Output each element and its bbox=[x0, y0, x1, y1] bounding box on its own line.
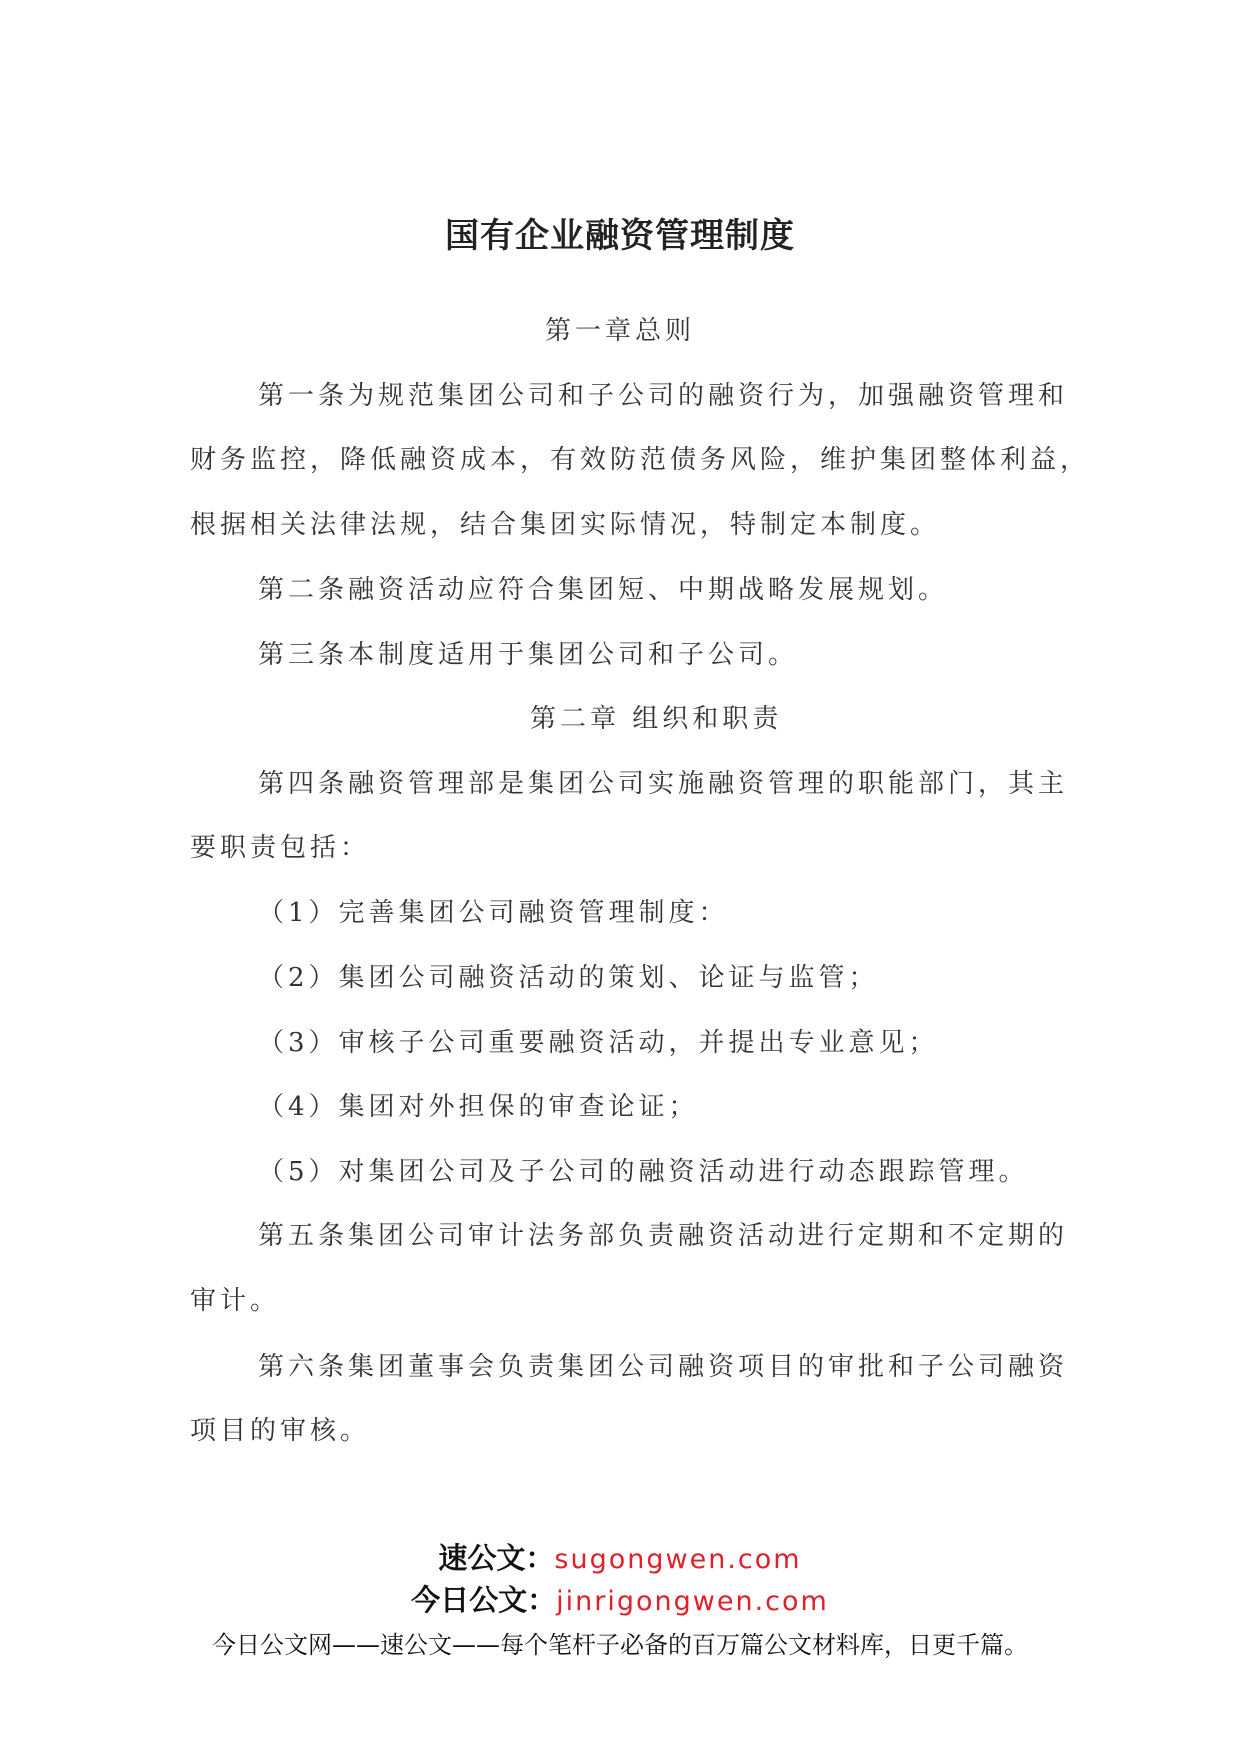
document-title: 国有企业融资管理制度 bbox=[445, 216, 795, 256]
article-6-line-2: 项目的审核。 bbox=[190, 1416, 371, 1446]
article-5-line-1: 第五条集团公司审计法务部负责融资活动进行定期和不定期的 bbox=[258, 1221, 1069, 1251]
footer-slogan: 今日公文网——速公文——每个笔杆子必备的百万篇公文材料库，日更千篇。 bbox=[212, 1631, 1028, 1659]
article-1-line-3: 根据相关法律法规，结合集团实际情况，特制定本制度。 bbox=[190, 510, 941, 540]
article-1-line-2: 财务监控，降低融资成本，有效防范债务风险，维护集团整体利益， bbox=[190, 445, 1091, 475]
footer-label-jinrigongwen: 今日公文： bbox=[411, 1583, 557, 1617]
article-1-line-1: 第一条为规范集团公司和子公司的融资行为，加强融资管理和 bbox=[258, 381, 1069, 411]
list-item-2: （2）集团公司融资活动的策划、论证与监管； bbox=[258, 963, 879, 993]
list-item-3: （3）审核子公司重要融资活动，并提出专业意见； bbox=[258, 1028, 939, 1058]
article-4-line-1: 第四条融资管理部是集团公司实施融资管理的职能部门，其主 bbox=[258, 769, 1069, 799]
chapter-1-heading: 第一章总则 bbox=[544, 316, 695, 346]
footer-link-jinrigongwen[interactable]: jinrigongwen.com bbox=[556, 1586, 829, 1617]
article-4-line-2: 要职责包括： bbox=[190, 833, 371, 863]
chapter-2-heading: 第二章 组织和职责 bbox=[530, 704, 783, 734]
article-3: 第三条本制度适用于集团公司和子公司。 bbox=[258, 640, 799, 670]
article-2: 第二条融资活动应符合集团短、中期战略发展规划。 bbox=[258, 575, 949, 605]
footer-line-2 bbox=[0, 1578, 1240, 1619]
article-6-line-1: 第六条集团董事会负责集团公司融资项目的审批和子公司融资 bbox=[258, 1352, 1069, 1382]
list-item-4: （4）集团对外担保的审查论证； bbox=[258, 1092, 699, 1122]
article-5-line-2: 审计。 bbox=[190, 1286, 281, 1316]
footer-line-1 bbox=[0, 1536, 1240, 1577]
footer-link-sugongwen[interactable]: sugongwen.com bbox=[554, 1544, 802, 1575]
footer-label-sugongwen: 速公文： bbox=[438, 1541, 555, 1575]
list-item-1: （1）完善集团公司融资管理制度： bbox=[258, 898, 729, 928]
list-item-5: （5）对集团公司及子公司的融资活动进行动态跟踪管理。 bbox=[258, 1157, 1029, 1187]
